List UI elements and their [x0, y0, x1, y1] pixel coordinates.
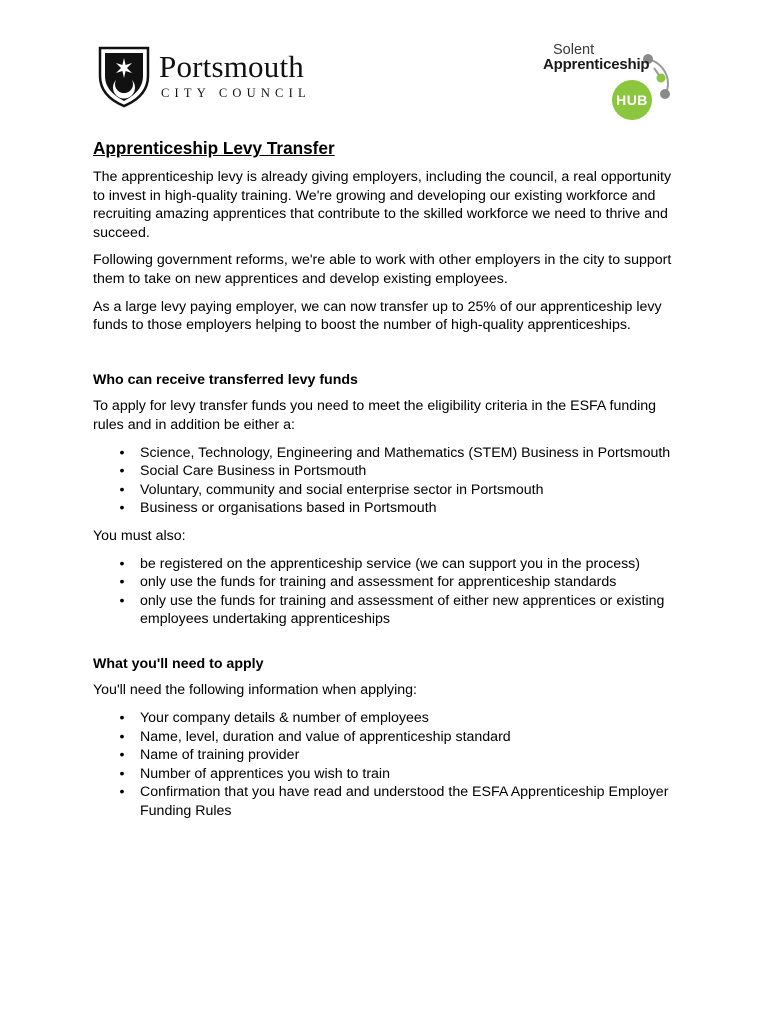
intro-paragraph-2: Following government reforms, we're able to work with other employers in the city to support them to take on new apprentices and develop existing employees. — [93, 252, 672, 287]
document-title: Apprenticeship Levy Transfer — [93, 138, 335, 158]
list-item: • only use the funds for training and assessment for apprenticeship standards — [93, 573, 683, 592]
bullet-icon: • — [119, 463, 125, 480]
bullet-icon: • — [119, 784, 125, 801]
council-name: Portsmouth — [159, 49, 304, 84]
intro-paragraph-1: The apprenticeship levy is already giving employers, including the council, a real opportunity to invest in high-quality training. We're growing and developing our existing workforce and recruiting amazing apprentices that contribute to the skilled workforce we need to thrive and succeed. — [93, 169, 672, 241]
apply-requirements-list — [93, 709, 683, 821]
list-item: • Voluntary, community and social enterprise sector in Portsmouth — [93, 481, 683, 500]
bullet-icon: • — [119, 444, 125, 461]
bullet-icon: • — [119, 765, 125, 782]
apply-intro: You'll need the following information when applying: — [93, 682, 417, 699]
bullet-icon: • — [119, 747, 125, 764]
intro-paragraph-3: As a large levy paying employer, we can now transfer up to 25% of our apprenticeship levy funds to those employers helping to boost the number of high-quality apprenticeships. — [93, 298, 662, 334]
hub-label: HUB — [616, 92, 648, 108]
council-shield-icon — [98, 46, 150, 108]
list-item: • Name of training provider — [93, 746, 683, 765]
document-body — [93, 138, 683, 830]
bullet-icon: • — [119, 574, 125, 591]
list-item: • Your company details & number of employees — [93, 709, 683, 728]
eligibility-intro: To apply for levy transfer funds you need to meet the eligibility criteria in the ESFA funding rules and in addition be either a: — [93, 398, 657, 433]
solent-apprenticeship-hub-logo — [538, 40, 678, 120]
requirements-list — [93, 555, 683, 629]
bullet-icon: • — [119, 500, 125, 517]
section-heading-apply: What you'll need to apply — [93, 655, 264, 672]
list-item: • Number of apprentices you wish to train — [93, 765, 683, 784]
list-item: • only use the funds for training and assessment of either new apprentices or existing employees undertaking apprenticeships — [93, 592, 683, 629]
eligibility-list — [93, 444, 683, 518]
list-item: • Confirmation that you have read and understood the ESFA Apprenticeship Employer Funding Rules — [93, 783, 683, 820]
bullet-icon: • — [119, 710, 125, 727]
council-subtitle: CITY COUNCIL — [161, 86, 311, 100]
list-item: • Name, level, duration and value of apprenticeship standard — [93, 728, 683, 747]
bullet-icon: • — [119, 592, 125, 609]
list-item: • Social Care Business in Portsmouth — [93, 462, 683, 481]
bullet-icon: • — [119, 555, 125, 572]
hub-solent-text: Solent — [553, 42, 595, 58]
bullet-icon: • — [119, 481, 125, 498]
list-item: • be registered on the apprenticeship service (we can support you in the process) — [93, 555, 683, 574]
list-item: • Science, Technology, Engineering and Mathematics (STEM) Business in Portsmouth — [93, 444, 683, 463]
list-item: • Business or organisations based in Portsmouth — [93, 499, 683, 518]
must-also-text: You must also: — [93, 527, 186, 544]
bullet-icon: • — [119, 728, 125, 745]
hub-apprenticeship-text: Apprenticeship — [543, 56, 650, 73]
portsmouth-city-council-logo — [98, 46, 328, 110]
section-heading-eligibility: Who can receive transferred levy funds — [93, 371, 358, 388]
